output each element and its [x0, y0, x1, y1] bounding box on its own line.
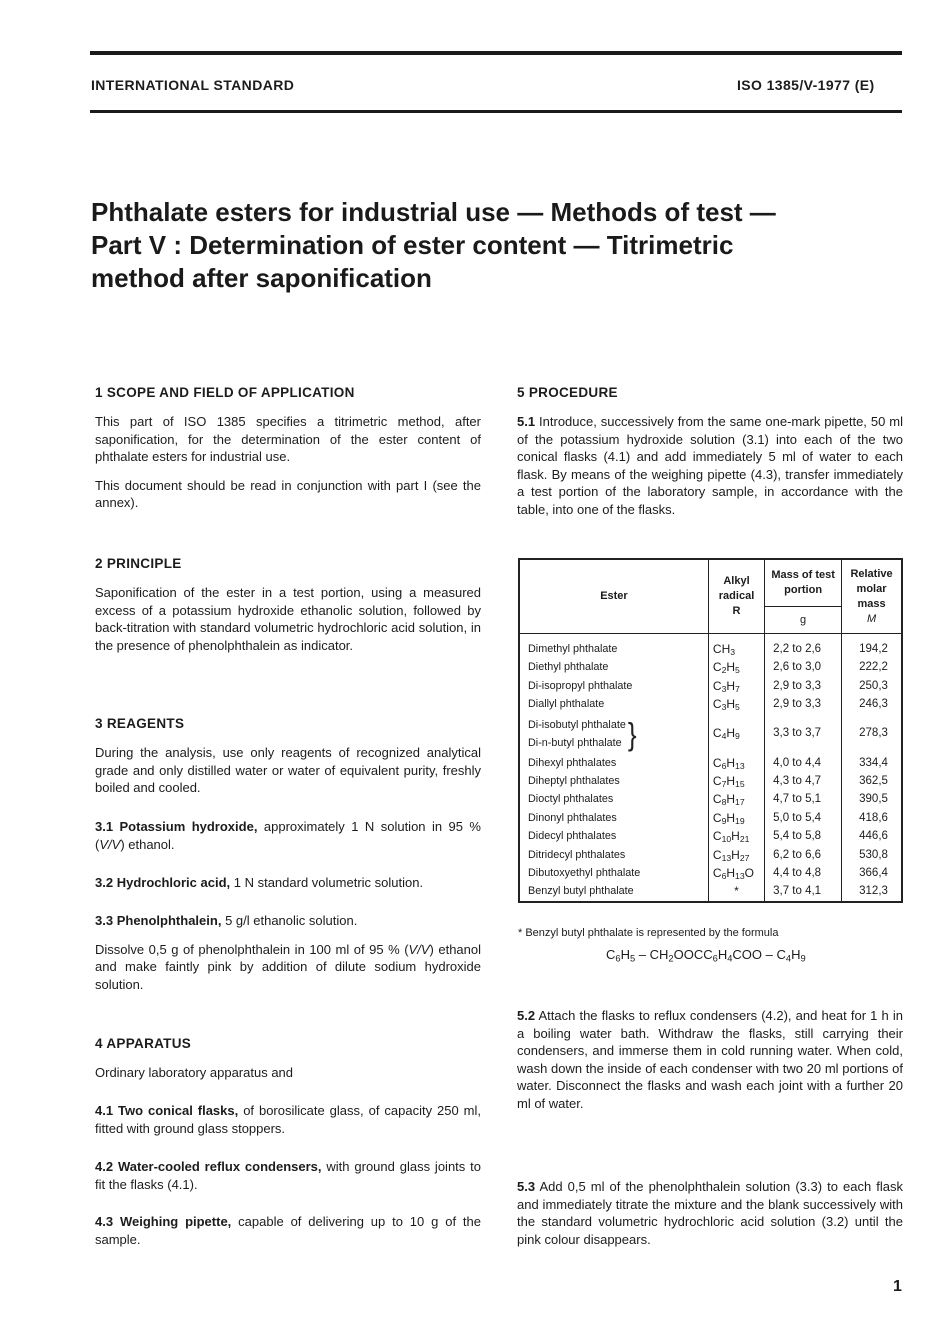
radical-c-count: 3	[721, 683, 727, 694]
section-3-intro	[95, 744, 481, 797]
table-row	[519, 714, 902, 754]
phenolphthalein-preparation	[95, 941, 481, 994]
apparatus-4-3-name: Weighing pipette,	[119, 1214, 232, 1229]
table-row	[519, 658, 902, 676]
table-row	[519, 695, 902, 713]
table-body	[519, 634, 902, 902]
reagent-3-1-text: approximately 1 N solution in 95 % (	[95, 819, 481, 852]
radical-h: H	[726, 774, 736, 789]
header-alkyl-3: R	[732, 605, 741, 617]
radical-h-count: 21	[739, 834, 750, 845]
f-sub: 2	[668, 953, 674, 964]
radical-h-count: 5	[735, 665, 740, 676]
ester-cell-grouped	[519, 714, 708, 754]
table-row	[519, 772, 902, 790]
ester-cell: Dimethyl phthalate	[519, 634, 708, 659]
f-part: OOCC	[673, 947, 713, 962]
ester-cell: Diheptyl phthalates	[519, 772, 708, 790]
ester-cell: Didecyl phthalates	[519, 827, 708, 845]
apparatus-4-1	[95, 1102, 481, 1137]
molar-cell: 418,6	[842, 809, 902, 827]
section-3-heading: 3 REAGENTS	[95, 716, 185, 731]
molar-cell: 334,4	[842, 754, 902, 772]
table-row	[519, 827, 902, 845]
mass-cell: 4,4 to 4,8	[765, 864, 842, 882]
table-row	[519, 882, 902, 901]
ester-cell: Dibutoxyethyl phthalate	[519, 864, 708, 882]
radical-c-count: 3	[721, 702, 727, 713]
section-4-body	[95, 1064, 481, 1082]
header-relative-molar-mass	[842, 559, 902, 634]
reagent-3-2-text: 1 N standard volumetric solution.	[233, 875, 424, 890]
f-sub: 6	[712, 953, 718, 964]
ester-cell: Benzyl butyl phthalate	[519, 882, 708, 901]
radical-c-count: 4	[721, 731, 727, 742]
radical-c-count: 6	[721, 871, 727, 882]
procedure-5-3	[517, 1178, 903, 1248]
mass-cell: 4,7 to 5,1	[765, 790, 842, 808]
radical-h: H	[731, 829, 740, 844]
header-rel-2: molar	[856, 582, 887, 595]
radical-c: C	[712, 660, 722, 675]
radical-cell	[708, 714, 764, 754]
table-footnote: * Benzyl butyl phthalate is represented by the formula	[518, 927, 779, 939]
radical-cell	[708, 772, 764, 790]
ester-cell: Ditridecyl phthalates	[519, 846, 708, 864]
principle-paragraph: Saponification of the ester in a test portion, using a measured excess of a potassium hydroxide ethanolic solution, followed by back-titration with standard volumetric hydrochloric acid solution, in the presence of phenolphthalein as indicator.	[95, 585, 481, 653]
procedure-5-2-text: Attach the flasks to reflux condensers (4.2), and heat for 1 h in a boiling water bath. Withdraw the flasks, still carrying their condensers, and immerse them in cold running water. When cold, wash down the inside of each condenser with two 20 ml portions of water. Disconnect the flasks and wash each joint with a further 20 ml of water.	[517, 1008, 903, 1111]
radical-cell	[708, 658, 764, 676]
radical-h: H	[731, 847, 740, 862]
radical-h-count: 27	[739, 852, 750, 863]
reagent-3-1-text-end: ) ethanol.	[120, 836, 175, 852]
f-sub: 6	[615, 953, 621, 964]
section-2-heading: 2 PRINCIPLE	[95, 556, 182, 571]
f-part: H	[717, 947, 728, 962]
radical-h: H	[726, 866, 736, 881]
radical-c: C	[712, 847, 722, 862]
radical-cell	[708, 677, 764, 695]
molar-cell: 530,8	[842, 846, 902, 864]
radical-h: H	[726, 810, 736, 825]
section-1-body	[95, 413, 481, 512]
reagent-3-3	[95, 912, 481, 993]
radical-cell	[708, 695, 764, 713]
apparatus-4-3	[95, 1213, 481, 1248]
radical-c: C	[712, 774, 722, 789]
mass-cell: 4,3 to 4,7	[765, 772, 842, 790]
procedure-5-3-number: 5.3	[517, 1179, 536, 1194]
table-row	[519, 809, 902, 827]
radical-cell	[708, 809, 764, 827]
title-line-1: Phthalate esters for industrial use — Methods of test —	[91, 197, 776, 227]
mass-cell: 4,0 to 4,4	[765, 754, 842, 772]
header-right: ISO 1385/V-1977 (E)	[737, 77, 875, 93]
radical-h-count: 3	[730, 647, 736, 658]
mass-cell: 3,7 to 4,1	[765, 882, 842, 901]
header-mass	[765, 559, 842, 607]
table-row	[519, 634, 902, 659]
reagent-3-3-name: Phenolphthalein,	[116, 913, 222, 928]
radical-h: H	[726, 726, 736, 741]
reagent-3-3-number: 3.3	[95, 913, 114, 928]
page-number: 1	[893, 1278, 902, 1295]
molar-cell: 366,4	[842, 864, 902, 882]
procedure-5-1-number: 5.1	[517, 414, 536, 429]
table-row	[519, 864, 902, 882]
radical-o: O	[744, 866, 754, 881]
apparatus-4-2-text: with ground glass joints to fit the flasks (4.1).	[95, 1159, 481, 1192]
section-2-body	[95, 584, 481, 654]
prep-vv: V/V	[408, 941, 430, 957]
radical-h: H	[726, 678, 736, 693]
apparatus-4-1-text: of borosilicate glass, of capacity 250 ml, fitted with ground glass stoppers.	[95, 1103, 481, 1136]
molar-cell: 362,5	[842, 772, 902, 790]
molar-cell: 278,3	[842, 714, 902, 754]
radical-c: C	[712, 755, 722, 770]
molar-cell: 250,3	[842, 677, 902, 695]
radical-cell	[708, 634, 764, 659]
radical-c: C	[712, 829, 722, 844]
molar-cell: 246,3	[842, 695, 902, 713]
procedure-5-3-text: Add 0,5 ml of the phenolphthalein solution (3.3) to each flask and immediately titrate the mixture and the blank successively with the standard volumetric hydrochloric acid solution (3.2) until the pink colour disappears.	[517, 1179, 903, 1247]
header-rel-3: mass	[857, 597, 886, 610]
apparatus-4-2	[95, 1158, 481, 1193]
molar-cell: 222,2	[842, 658, 902, 676]
radical-h-count: 5	[735, 702, 740, 713]
apparatus-4-2-number: 4.2	[95, 1159, 114, 1174]
prep-text-end: ) ethanol and make faintly pink by addition of dilute sodium hydroxide solution.	[95, 941, 481, 992]
table-row	[519, 790, 902, 808]
header-alkyl-2: radical	[718, 590, 755, 602]
reagents-intro: During the analysis, use only reagents of recognized analytical grade and only distilled water or water of equivalent purity, freshly boiled and cooled.	[95, 745, 481, 796]
radical-h: H	[726, 792, 736, 807]
radical-c-count: 9	[721, 816, 727, 826]
header-rel-1: Relative	[850, 567, 893, 580]
molar-cell: 446,6	[842, 827, 902, 845]
f-part: – CH	[635, 947, 669, 962]
f-part: COO – C	[732, 947, 786, 962]
section-1-heading: 1 SCOPE AND FIELD OF APPLICATION	[95, 385, 355, 400]
header-ester: Ester	[519, 559, 708, 634]
mass-cell: 3,3 to 3,7	[765, 714, 842, 754]
header-alkyl-1: Alkyl	[723, 575, 750, 587]
prep-text: Dissolve 0,5 g of phenolphthalein in 100 ml of 95 % (	[95, 941, 409, 957]
mass-cell: 2,2 to 2,6	[765, 634, 842, 659]
scope-paragraph: This part of ISO 1385 specifies a titrimetric method, after saponification, for the determination of the ester content of phthalate esters for industrial use.	[95, 414, 481, 465]
radical-c-count: 8	[721, 797, 727, 808]
ester-cell: Diethyl phthalate	[519, 658, 708, 676]
title-line-2: Part V : Determination of ester content — Titrimetric	[91, 230, 734, 260]
reagent-3-1-vv: V/V	[99, 836, 121, 852]
header-mass-1: Mass of test	[771, 569, 835, 581]
radical-cell: *	[708, 882, 764, 901]
radical-h-count: 9	[735, 731, 740, 742]
radical-c: C	[712, 678, 722, 693]
f-sub: 5	[629, 953, 636, 964]
header-rel-symbol: M	[866, 612, 877, 625]
procedure-5-2	[517, 1007, 903, 1113]
apparatus-4-1-name: Two conical flasks,	[118, 1103, 239, 1118]
molar-cell: 390,5	[842, 790, 902, 808]
header-mass-unit: g	[765, 607, 842, 634]
radical-c: C	[712, 697, 722, 712]
radical-cell	[708, 827, 764, 845]
radical-cell	[708, 790, 764, 808]
radical-h-count: 15	[735, 779, 745, 790]
molar-cell: 194,2	[842, 634, 902, 659]
radical-c-count: 6	[721, 760, 727, 771]
radical-h-count: 19	[735, 816, 745, 826]
table-row	[519, 754, 902, 772]
mass-cell: 2,9 to 3,3	[765, 677, 842, 695]
brace-icon: }	[627, 715, 637, 752]
f-sub: 9	[800, 953, 806, 964]
radical-c-count: 13	[721, 852, 732, 863]
radical-h-count: 13	[735, 760, 745, 771]
f-part: H	[791, 947, 801, 962]
radical-c-count: 7	[721, 779, 727, 790]
molar-cell: 312,3	[842, 882, 902, 901]
radical-c: C	[712, 866, 722, 881]
reagent-3-2	[95, 874, 481, 892]
reagent-3-2-number: 3.2	[95, 875, 114, 890]
ester-cell: Di-isopropyl phthalate	[519, 677, 708, 695]
header-mass-2: portion	[784, 584, 823, 596]
header-alkyl-radical	[708, 559, 764, 634]
radical-h-count: 13	[735, 871, 745, 882]
annex-paragraph: This document should be read in conjunction with part I (see the annex).	[95, 477, 481, 511]
ester-line-1: Di-isobutyl phthalate	[528, 718, 626, 731]
header-rule	[90, 110, 902, 113]
header-left: INTERNATIONAL STANDARD	[91, 77, 295, 93]
apparatus-4-3-text: capable of delivering up to 10 g of the sample.	[95, 1214, 481, 1247]
f-sub: 4	[785, 953, 792, 964]
ester-line-2: Di-n-butyl phthalate	[528, 736, 622, 749]
apparatus-4-3-number: 4.3	[95, 1214, 114, 1229]
radical-c-count: 10	[721, 834, 732, 845]
ester-cell: Dioctyl phthalates	[519, 790, 708, 808]
section-5-heading: 5 PROCEDURE	[517, 385, 618, 400]
f-part: H	[620, 947, 630, 962]
document-title	[91, 196, 871, 295]
test-portion-table	[518, 558, 903, 903]
radical-c-count: 2	[721, 665, 727, 676]
radical-cell	[708, 846, 764, 864]
radical-c: C	[712, 792, 722, 807]
radical-c: C	[712, 642, 722, 656]
mass-cell: 2,6 to 3,0	[765, 658, 842, 676]
reagent-3-1	[95, 818, 481, 853]
radical-h: H	[726, 755, 736, 770]
section-4-heading: 4 APPARATUS	[95, 1036, 192, 1051]
procedure-5-1	[517, 413, 903, 519]
apparatus-intro: Ordinary laboratory apparatus and	[95, 1065, 294, 1080]
radical-h-count: 17	[735, 797, 745, 808]
radical-c: C	[712, 726, 722, 741]
title-line-3: method after saponification	[91, 263, 432, 293]
reagent-3-1-name: Potassium hydroxide,	[119, 819, 258, 834]
mass-cell: 5,0 to 5,4	[765, 809, 842, 827]
radical-cell	[708, 754, 764, 772]
reagent-3-2-name: Hydrochloric acid,	[116, 875, 231, 890]
table-row	[519, 846, 902, 864]
ester-cell: Dihexyl phthalates	[519, 754, 708, 772]
ester-cell: Diallyl phthalate	[519, 695, 708, 713]
radical-h: H	[726, 697, 736, 712]
f-part: C	[606, 947, 616, 962]
radical-h: H	[721, 642, 731, 656]
top-rule	[90, 51, 902, 55]
mass-cell: 6,2 to 6,6	[765, 846, 842, 864]
ester-cell: Dinonyl phthalates	[519, 809, 708, 827]
mass-cell: 2,9 to 3,3	[765, 695, 842, 713]
mass-cell: 5,4 to 5,8	[765, 827, 842, 845]
procedure-5-2-number: 5.2	[517, 1008, 536, 1023]
apparatus-4-2-name: Water-cooled reflux condensers,	[117, 1159, 322, 1174]
table-row	[519, 677, 902, 695]
radical-h-count: 7	[735, 683, 740, 694]
reagent-3-3-text: 5 g/l ethanolic solution.	[225, 913, 358, 928]
radical-h: H	[726, 660, 736, 675]
radical-c: C	[712, 810, 722, 825]
reagent-3-1-number: 3.1	[95, 819, 114, 834]
procedure-5-1-text: Introduce, successively from the same one-mark pipette, 50 ml of the potassium hydroxide solution (3.1) into each of the two conical flasks (4.1) and add immediately 5 ml of water to each flask. By means of the weighing pipette (4.3), transfer immediately a test portion of the laboratory sample, in accordance with the table, into one of the flasks.	[517, 414, 903, 517]
benzyl-butyl-formula	[606, 947, 806, 962]
apparatus-4-1-number: 4.1	[95, 1103, 114, 1118]
radical-cell	[708, 864, 764, 882]
f-sub: 4	[727, 953, 733, 964]
